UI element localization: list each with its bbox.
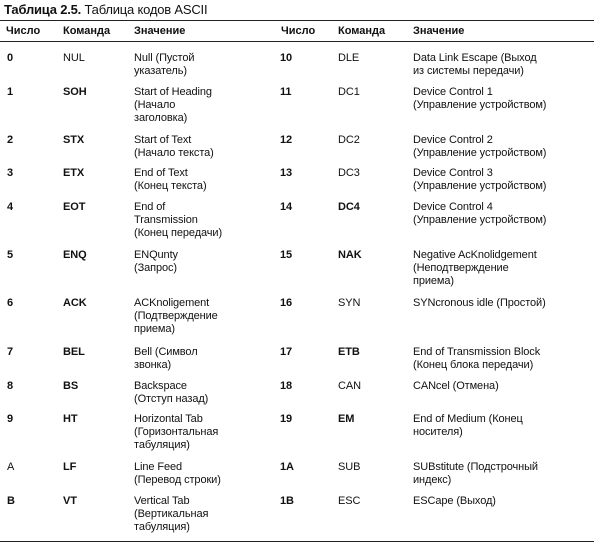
table-caption: Таблица кодов ASCII [81,2,208,17]
right-command: DC4 [338,201,360,213]
right-meaning: Data Link Escape (Выход из системы передачи) [413,52,537,77]
table-row [0,249,599,287]
right-number: 17 [280,346,293,358]
left-command: EOT [63,201,86,213]
table-row [0,346,599,371]
right-command: DC3 [338,167,360,179]
left-meaning: Start of Heading (Начало заголовка) [134,86,212,124]
right-number: 1B [280,495,294,507]
right-meaning: ESCape (Выход) [413,495,496,507]
right-meaning: Device Control 4 (Управление устройством) [413,201,547,226]
left-number: 5 [7,249,14,261]
header-meaning-left: Значение [134,25,186,37]
right-number: 18 [280,380,293,392]
table-row [0,495,599,533]
header-command-right: Команда [338,25,386,37]
right-command: NAK [338,249,362,261]
right-command: ESC [338,495,361,507]
left-command: ACK [63,297,87,309]
right-number: 16 [280,297,293,309]
table-row [0,167,599,192]
left-meaning: End of Text (Конец текста) [134,167,207,192]
table-row [0,380,599,405]
left-number: 2 [7,134,14,146]
right-command: DLE [338,52,360,64]
left-command: BS [63,380,79,392]
left-meaning: Horizontal Tab (Горизонтальная табуляция) [134,413,219,451]
left-number: 6 [7,297,14,309]
header-command-left: Команда [63,25,111,37]
right-number: 14 [280,201,293,213]
left-command: BEL [63,346,85,358]
right-command: CAN [338,380,361,392]
right-command: EM [338,413,355,425]
left-command: LF [63,461,77,473]
right-meaning: Device Control 2 (Управление устройством) [413,134,547,159]
left-command: HT [63,413,78,425]
left-meaning: Bell (Символ звонка) [134,346,198,371]
left-command: VT [63,495,77,507]
right-number: 13 [280,167,293,179]
left-command: NUL [63,52,85,64]
left-meaning: Null (Пустой указатель) [134,52,195,77]
left-meaning: ENQunty (Запрос) [134,249,178,274]
right-command: SUB [338,461,361,473]
left-number: 1 [7,86,14,98]
table-row [0,201,599,239]
right-number: 15 [280,249,293,261]
left-number: 4 [7,201,14,213]
right-meaning: CANcel (Отмена) [413,380,499,392]
right-meaning: End of Transmission Block (Конец блока передачи) [413,346,541,371]
table-row [0,297,599,335]
table-row [0,134,599,159]
left-number: 9 [7,413,14,425]
left-meaning: ACKnoligement (Подтверждение приема) [134,297,218,335]
bottom-divider [0,541,594,542]
left-command: STX [63,134,85,146]
left-meaning: Backspace (Отступ назад) [134,380,209,405]
right-meaning: Device Control 3 (Управление устройством) [413,167,547,192]
right-command: ETB [338,346,360,358]
right-number: 1A [280,461,294,473]
right-command: DC1 [338,86,360,98]
left-number: B [7,495,15,507]
table-row [0,86,599,124]
header-meaning-right: Значение [413,25,465,37]
right-command: SYN [338,297,361,309]
table-row [0,52,599,77]
left-number: A [7,461,15,473]
right-meaning: End of Medium (Конец носителя) [413,413,523,438]
left-meaning: End of Transmission (Конец передачи) [134,201,223,239]
left-number: 3 [7,167,14,179]
right-meaning: SYNcronous idle (Простой) [413,297,546,309]
table-label: Таблица 2.5. [4,2,82,17]
right-meaning: SUBstitute (Подстрочный индекс) [413,461,538,486]
left-command: SOH [63,86,87,98]
right-number: 12 [280,134,293,146]
header-number-right: Число [281,25,316,37]
header-number-left: Число [6,25,41,37]
left-meaning: Line Feed (Перевод строки) [134,461,221,486]
right-number: 11 [280,86,292,98]
right-meaning: Negative AcKnolidgement (Неподтверждение приема) [413,249,537,287]
right-number: 19 [280,413,293,425]
right-number: 10 [280,52,293,64]
left-meaning: Start of Text (Начало текста) [134,134,214,159]
left-command: ETX [63,167,85,179]
right-meaning: Device Control 1 (Управление устройством) [413,86,547,111]
left-command: ENQ [63,249,87,261]
table-row [0,413,599,451]
right-command: DC2 [338,134,360,146]
table-row [0,461,599,486]
left-number: 0 [7,52,14,64]
left-number: 8 [7,380,14,392]
left-number: 7 [7,346,14,358]
left-meaning: Vertical Tab (Вертикальная табуляция) [134,495,209,533]
